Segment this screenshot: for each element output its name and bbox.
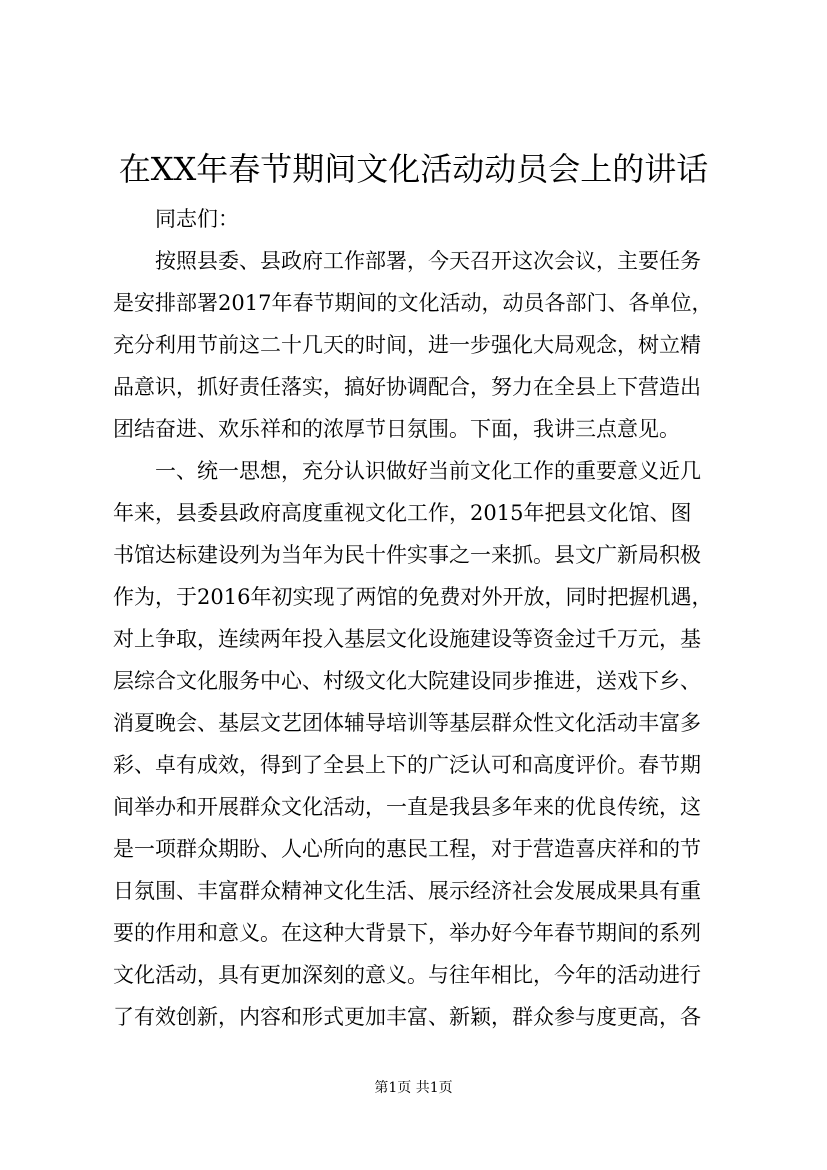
body-line: 是安排部署2017年春节期间的文化活动，动员各部门、各单位， [113, 291, 713, 315]
document-body [113, 198, 738, 1038]
body-line: 了有效创新，内容和形式更加丰富、新颖，群众参与度更高，各 [113, 1005, 701, 1029]
salutation: 同志们： [155, 207, 239, 231]
body-line: 层综合文化服务中心、村级文化大院建设同步推进，送戏下乡、 [113, 669, 701, 693]
body-line: 年来，县委县政府高度重视文化工作，2015年把县文化馆、图 [113, 501, 692, 525]
body-line: 充分利用节前这二十几天的时间，进一步强化大局观念，树立精 [113, 333, 701, 357]
body-line: 间举办和开展群众文化活动，一直是我县多年来的优良传统，这 [113, 795, 701, 819]
body-line: 作为，于2016年初实现了两馆的免费对外开放，同时把握机遇， [113, 585, 713, 609]
body-line: 团结奋进、欢乐祥和的浓厚节日氛围。下面，我讲三点意见。 [113, 417, 680, 441]
body-line: 书馆达标建设列为当年为民十件实事之一来抓。县文广新局积极 [113, 543, 701, 567]
body-line: 日氛围、丰富群众精神文化生活、展示经济社会发展成果具有重 [113, 879, 701, 903]
body-line: 要的作用和意义。在这种大背景下，举办好今年春节期间的系列 [113, 921, 701, 945]
document-title: 在XX年春节期间文化活动动员会上的讲话 [118, 150, 709, 188]
body-line: 文化活动，具有更加深刻的意义。与往年相比，今年的活动进行 [113, 963, 701, 987]
body-line: 按照县委、县政府工作部署，今天召开这次会议，主要任务 [155, 249, 701, 273]
body-line: 彩、卓有成效，得到了全县上下的广泛认可和高度评价。春节期 [113, 753, 701, 777]
body-line: 一、统一思想，充分认识做好当前文化工作的重要意义近几 [155, 459, 701, 483]
body-line: 对上争取，连续两年投入基层文化设施建设等资金过千万元，基 [113, 627, 701, 651]
body-line: 品意识，抓好责任落实，搞好协调配合，努力在全县上下营造出 [113, 375, 701, 399]
body-line: 是一项群众期盼、人心所向的惠民工程，对于营造喜庆祥和的节 [113, 837, 701, 861]
page-footer: 第1页 共1页 [374, 1080, 453, 1096]
body-line: 消夏晚会、基层文艺团体辅导培训等基层群众性文化活动丰富多 [113, 711, 701, 735]
